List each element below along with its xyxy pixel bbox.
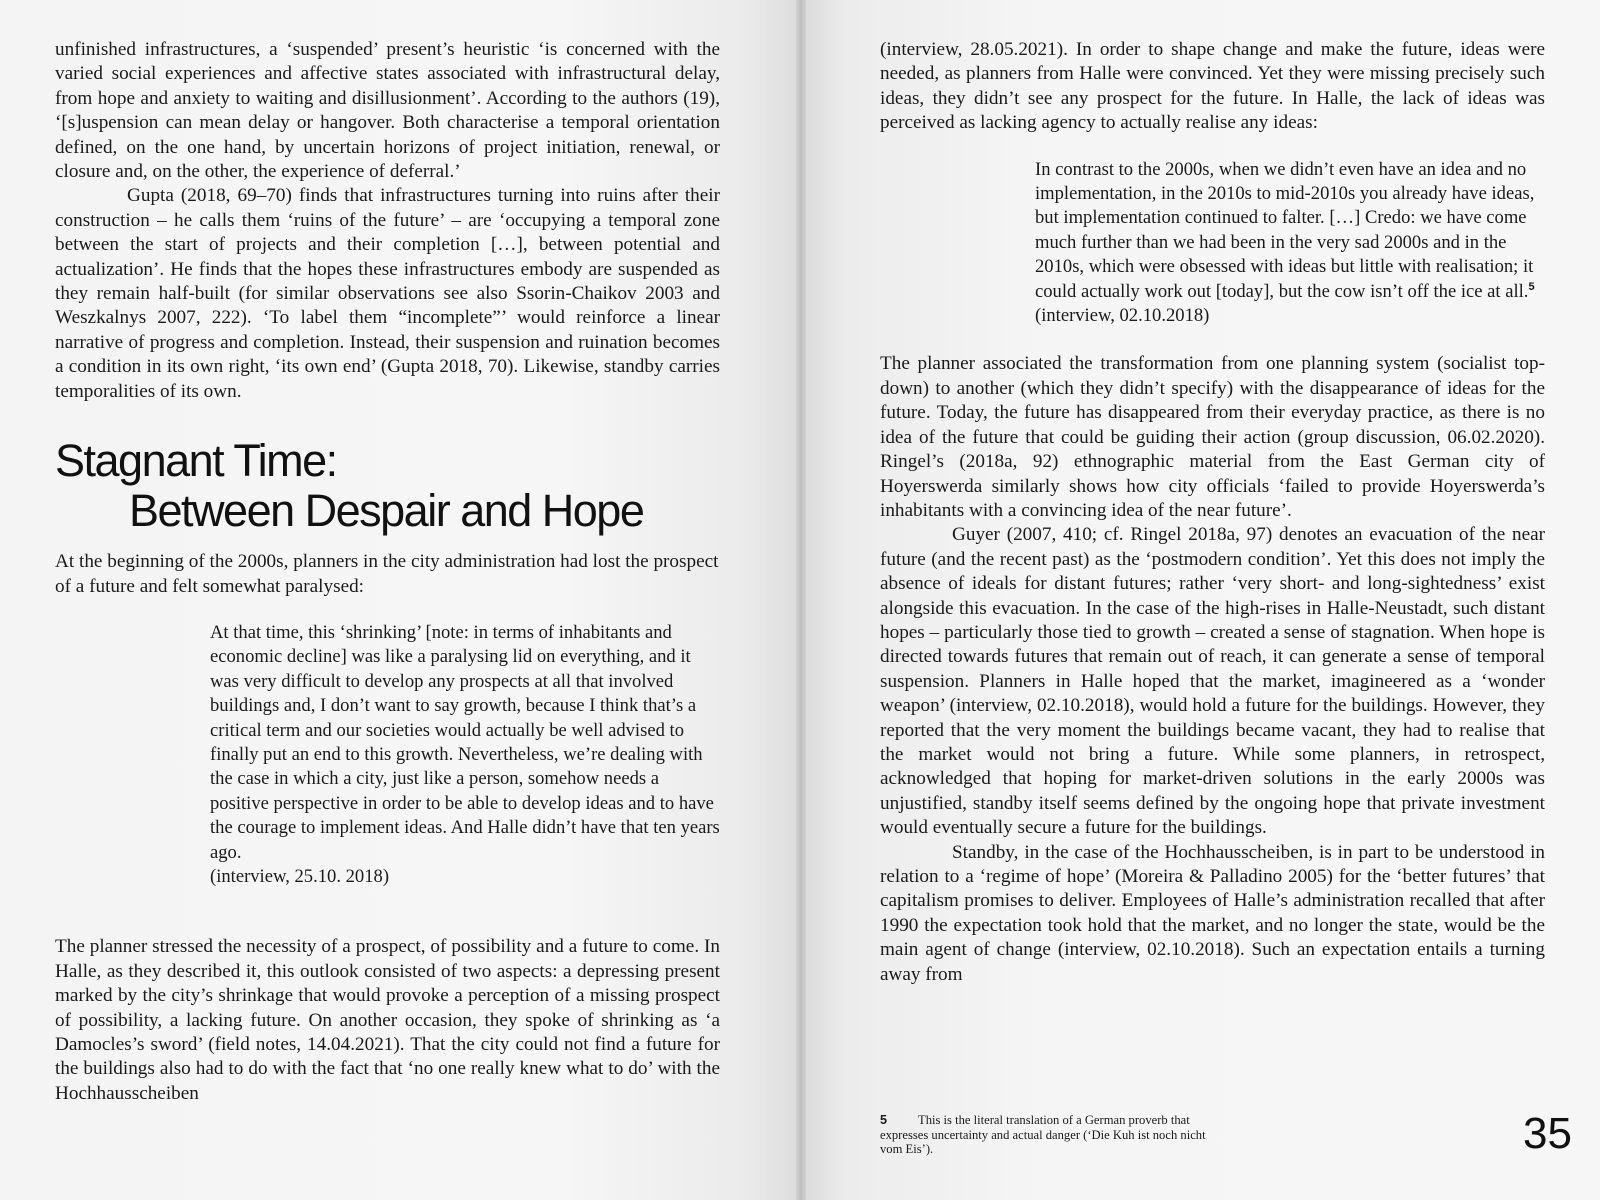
section-heading-line-1: Stagnant Time: <box>55 435 337 487</box>
right-quote-body: In contrast to the 2000s, when we didn’t even have an idea and no implementation, in the 2010s to mid-2010s you already have ideas, but implementation continued to falter. […] Credo: we have come much further than we had been in the very sad 2000s and in the 2010s, which were obsessed with ideas but little with realisation; it could actually work out [today], but the cow isn’t off the ice at all. <box>1035 158 1535 302</box>
right-paragraph-1: (interview, 28.05.2021). In order to shape change and make the future, ideas were needed, as planners from Halle were convinced. Yet they were missing precisely such ideas, they didn’t see any prospect for the future. In Halle, the lack of ideas was perceived as lacking agency to actually realise any ideas: <box>880 39 1545 134</box>
left-paragraph-4: The planner stressed the necessity of a prospect, of possibility and a future to come. In Halle, as they described it, this outlook consisted of two aspects: a depressing present marked by the city’s shrinkage that would provoke a perception of a missing prospect of possibility, a lacking future. On another occasion, they spoke of shrinking as ‘a Damocles’s sword’ (field notes, 14.04.2021). That the city could not find a future for the buildings also had to do with the fact that ‘no one really knew what to do’ with the Hochhausscheiben <box>55 936 720 1104</box>
footnote-number: 5 <box>880 1113 888 1127</box>
right-page-column <box>880 38 1545 987</box>
right-paragraph-2: The planner associated the transformation from one planning system (socialist top-down) to another (which they didn’t specify) with the disappearance of ideas for the future. Today, the future has disappeared from their everyday practice, as there is no idea of the future that could be guiding their action (group discussion, 06.02.2020). Ringel’s (2018a, 92) ethnographic material from the East German city of Hoyerswerda similarly shows how city officials ‘failed to provide Hoyerswerda’s inhabitants with a convincing idea of the near future’. <box>880 353 1545 521</box>
right-quote-text <box>1035 158 1540 304</box>
page-number: 35 <box>1523 1109 1572 1158</box>
footnote <box>880 1113 1220 1157</box>
left-page-column <box>55 38 720 1106</box>
right-paragraph-4: Standby, in the case of the Hochhausscheiben, is in part to be understood in relation to a ‘regime of hope’ (Moreira & Palladino 2005) for the ‘better futures’ that capitalism promises to deliver. Employees of Halle’s administration recalled that after 1990 the expectation took hold that the market, and no longer the state, would be the main agent of change (interview, 02.10.2018). Such an expectation entails a turning away from <box>880 841 1545 985</box>
left-paragraph-2: Gupta (2018, 69–70) finds that infrastructures turning into ruins after their construction – he calls them ‘ruins of the future’ – are ‘occupying a temporal zone between the start of projects and their completion […], between potential and actualization’. He finds that the hopes these infrastructures embody are suspended as they remain half-built (for similar observations see also Ssorin-Chaikov 2003 and Weszkalnys 2007, 222). ‘To label them “incomplete”’ would reinforce a linear narrative of progress and completion. Instead, their suspension and ruination becomes a condition in its own right, ‘its own end’ (Gupta 2018, 70). Likewise, standby carries temporalities of its own. <box>55 185 720 402</box>
left-paragraph-1: unfinished infrastructures, a ‘suspended’ present’s heuristic ‘is concerned with the varied social experiences and affective states associated with infrastructural delay, from hope and anxiety to waiting and disillusionment’. According to the authors (19), ‘[s]uspension can mean delay or hangover. Both characterise a temporal orientation defined, on the one hand, by uncertain horizons of project initiation, renewal, or closure and, on the other, the experience of deferral.’ <box>55 39 720 183</box>
right-block-quote <box>880 158 1545 329</box>
book-gutter <box>796 0 806 1200</box>
footnote-reference[interactable]: 5 <box>1528 280 1535 293</box>
section-heading <box>55 436 720 536</box>
footnote-text: This is the literal translation of a German proverb that expresses uncertainty and actual danger (‘Die Kuh ist noch nicht vom Eis’). <box>880 1113 1206 1157</box>
section-heading-line-2: Between Despair and Hope <box>129 485 644 537</box>
left-paragraph-3: At the beginning of the 2000s, planners in the city administration had lost the prospect of a future and felt somewhat paralysed: <box>55 551 719 597</box>
right-page <box>800 0 1600 1200</box>
left-block-quote <box>55 621 720 889</box>
left-quote-citation: (interview, 25.10. 2018) <box>210 865 390 887</box>
right-quote-citation: (interview, 02.10.2018) <box>1035 305 1210 327</box>
right-paragraph-3: Guyer (2007, 410; cf. Ringel 2018a, 97) denotes an evacuation of the near future (and the recent past) as the ‘postmodern condition’. Yet this does not imply the absence of ideals for distant futures; rather ‘very short- and long-sightedness’ exist alongside this evacuation. In the case of the high-rises in Halle-Neustadt, such distant hopes – particularly those tied to growth – created a sense of stagnation. When hope is directed towards futures that remain out of reach, it can generate a sense of temporal suspension. Planners in Halle hoped that the market, imagineered as a ‘wonder weapon’ (interview, 02.10.2018), would hold a future for the buildings. However, they reported that the very moment the buildings became vacant, they had to realise that the market would not bring a future. While some planners, in retrospect, acknowledged that hoping for market-driven solutions in the early 2000s was unjustified, standby itself seems defined by the ongoing hope that private investment would eventually secure a future for the buildings. <box>880 524 1545 839</box>
left-quote-text: At that time, this ‘shrinking’ [note: in terms of inhabitants and economic decline] was like a paralysing lid on everything, and it was very difficult to develop any prospects at all that involved buildings and, I don’t want to say growth, because I think that’s a critical term and our societies would actually be well advised to finally put an end to this growth. Nevertheless, we’re dealing with the case in which a city, just like a person, somehow needs a positive perspective in order to be able to develop ideas and to have the courage to implement ideas. And Halle didn’t have that ten years ago. <box>210 621 720 863</box>
